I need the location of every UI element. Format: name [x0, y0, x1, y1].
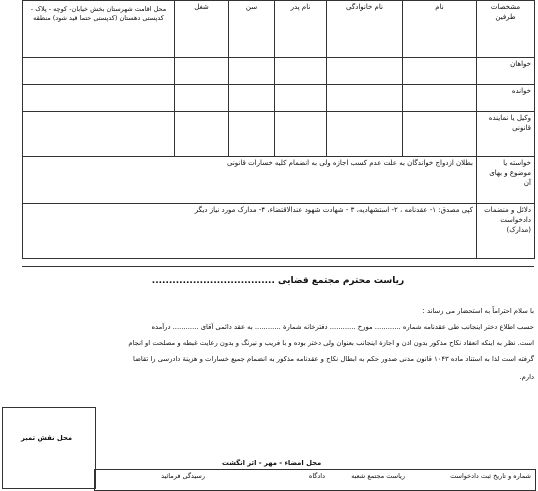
court-line-1: با سلام احتراماً به استحضار می رساند : — [422, 307, 534, 315]
col-first-name: نام — [403, 1, 477, 58]
defendant-age[interactable] — [229, 85, 275, 112]
defendant-last-name[interactable] — [327, 85, 403, 112]
subject-text[interactable]: بطلان ازدواج خواندگان به علت عدم کسب اجازه ولی به انضمام کلیه خسارات قانونی — [23, 157, 477, 204]
evidence-row — [23, 204, 535, 259]
defendant-residence[interactable] — [23, 85, 175, 112]
lawyer-age[interactable] — [229, 112, 275, 157]
lawyer-job[interactable] — [175, 112, 229, 157]
residence-detail: شهرستان بخش خیابان- کوچه - پلاک - کدپستی دهستان (کدپستی حتما قید شود) منطقه — [30, 5, 164, 22]
plaintiff-first-name[interactable] — [403, 58, 477, 85]
plaintiff-father[interactable] — [275, 58, 327, 85]
court-title: ریاست محترم مجتمع قضایی .................................... — [151, 276, 405, 286]
lawyer-first-name[interactable] — [403, 112, 477, 157]
defendant-row — [23, 85, 535, 112]
court-section — [22, 266, 534, 481]
col-age: سن — [229, 1, 275, 58]
lawyer-row — [23, 112, 535, 157]
defendant-father[interactable] — [275, 85, 327, 112]
header-row — [23, 1, 535, 58]
court-label: دادگاه — [308, 472, 325, 480]
court-line-4: گرفته است لذا به استناد ماده ۱۰۴۳ قانون مدنی صدور حکم به ابطال نکاح و عقدنامه مذکور به انضمام جمیع خسارات و هزینة دادرسی را تقاضا — [133, 355, 534, 363]
review-label: رسیدگی فرمائید — [161, 472, 205, 480]
subject-row — [23, 157, 535, 204]
lawyer-last-name[interactable] — [327, 112, 403, 157]
plaintiff-last-name[interactable] — [327, 58, 403, 85]
col-last-name: نام خانوادگی — [327, 1, 403, 58]
stamp-box — [2, 407, 96, 489]
court-line-3: است. نظر به اینکه انعقاد نکاح مذکور بدون اذن و اجازة اینجانب بعنوان ولی دختر بوده و با فریب و نیرنگ و بدون رعایت غبطه و مصلحت او انجام — [128, 339, 534, 347]
plaintiff-age[interactable] — [229, 58, 275, 85]
evidence-text[interactable]: کپی مصدق: ۱- عقدنامه ، ۲- استشهادیه، ۳ - شهادت شهود عندالاقتضاء، ۴- مدارک مورد نیاز دیگر — [23, 204, 477, 259]
registration-box — [94, 469, 536, 491]
evidence-label: دلائل و منضمات دادخواست (مدارک) — [477, 204, 535, 259]
subject-label: خواسته یا موضوع و بهای آن — [477, 157, 535, 204]
defendant-label: خوانده — [477, 85, 535, 112]
court-line-2: حسب اطلاع دختر اینجانب طی عقدنامه شماره ............ مورخ ............ دفترخانه شمارة ............ به عقد دائمی آقای ............ درآمده — [151, 323, 534, 331]
lawyer-label: وکیل یا نماینده قانونی — [477, 112, 535, 157]
col-father-name: نام پدر — [275, 1, 327, 58]
complex-branch: ریاست مجتمع شعبه — [351, 472, 405, 480]
defendant-job[interactable] — [175, 85, 229, 112]
parties-table — [22, 0, 535, 259]
lawyer-residence[interactable] — [23, 112, 175, 157]
court-line-5: دارم. — [519, 373, 534, 381]
stamp-label: محل نقش تمبر — [21, 434, 73, 442]
signature-label: محل امضاء - مهر - اثر انگشت — [222, 459, 322, 467]
col-residence — [23, 1, 175, 58]
plaintiff-residence[interactable] — [23, 58, 175, 85]
registration-label: شماره و تاریخ ثبت دادخواست — [450, 472, 531, 480]
residence-label: محل اقامت — [134, 5, 167, 13]
plaintiff-job[interactable] — [175, 58, 229, 85]
col-job: شغل — [175, 1, 229, 58]
lawyer-father[interactable] — [275, 112, 327, 157]
col-specs: مشخصات طرفین — [477, 1, 535, 58]
defendant-first-name[interactable] — [403, 85, 477, 112]
petition-form — [2, 0, 532, 480]
plaintiff-row — [23, 58, 535, 85]
plaintiff-label: خواهان — [477, 58, 535, 85]
